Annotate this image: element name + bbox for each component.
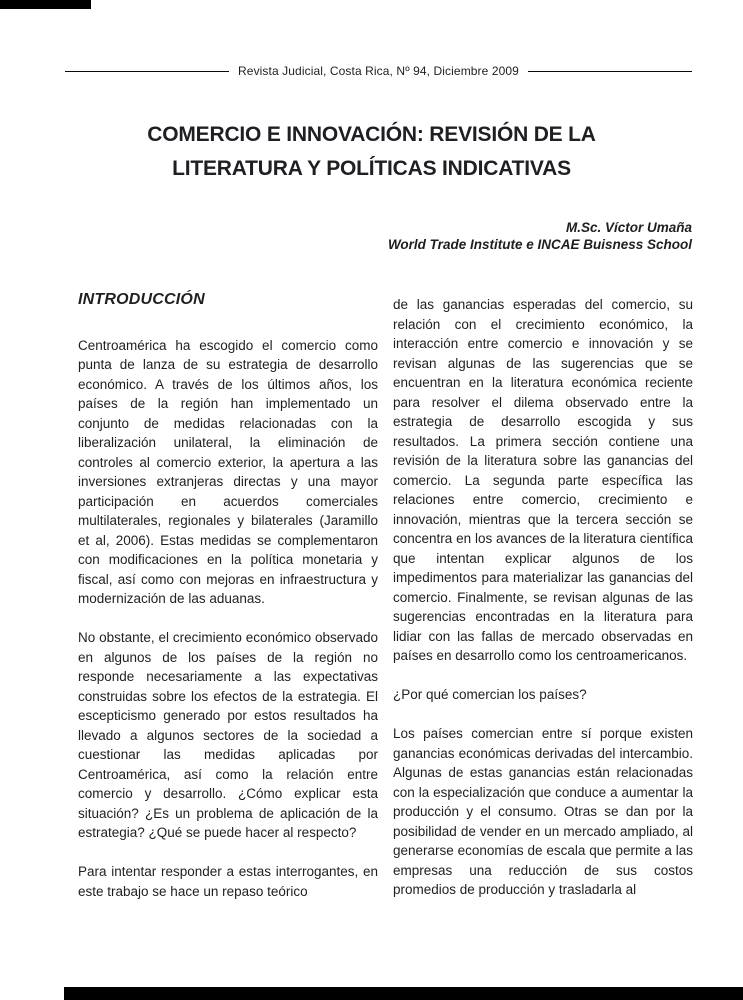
header-rule-right bbox=[528, 71, 692, 72]
right-column bbox=[393, 290, 693, 921]
scan-artifact-bottom-bar bbox=[64, 987, 743, 1000]
subheading-why-do-countries-trade: ¿Por qué comercian los países? bbox=[393, 687, 587, 702]
article-title bbox=[0, 118, 743, 186]
left-column bbox=[78, 290, 378, 921]
article-body bbox=[78, 290, 693, 921]
article-title-line-1: COMERCIO E INNOVACIÓN: REVISIÓN DE LA bbox=[147, 123, 596, 146]
header-rule-left bbox=[65, 71, 229, 72]
paragraph: No obstante, el crecimiento económico observado en algunos de los países de la región no responde necesariamente a las expectativas construidas sobre los efectos de la estrategia. El escepticismo generado por estos resultados ha llevado a algunos sectores de la sociedad a cuestionar las medidas aplicadas por Centroamérica, así como la relación entre comercio y desarrollo. ¿Cómo explicar esta situación? ¿Es un problema de aplicación de la estrategia? ¿Qué se puede hacer al respecto? bbox=[78, 630, 378, 840]
journal-running-head bbox=[65, 64, 692, 78]
byline bbox=[388, 219, 692, 253]
paragraph: de las ganancias esperadas del comercio, su relación con el crecimiento económico, la interacción entre comercio e innovación y se revisan algunas de las sugerencias que se encuentran en la literatura económica reciente para resolver el dilema observado entre la estrategia de desarrollo escogida y sus resultados. La primera sección contiene una revisión de la literatura sobre las ganancias del comercio. La segunda parte específica las relaciones entre comercio, crecimiento e innovación, mientras que la tercera sección se concentra en los avances de la literatura científica que intentan explicar algunos de los impedimentos para materializar las ganancias del comercio. Finalmente, se revisan algunas de las sugerencias encontradas en la literatura para lidiar con las fallas de mercado observadas en países en desarrollo como los centroamericanos. bbox=[393, 297, 693, 663]
author-name: M.Sc. Víctor Umaña bbox=[565, 220, 692, 235]
paragraph: Para intentar responder a estas interrogantes, en este trabajo se hace un repaso teórico bbox=[78, 864, 378, 899]
article-title-line-2: LITERATURA Y POLÍTICAS INDICATIVAS bbox=[172, 157, 571, 180]
journal-name: Revista Judicial, Costa Rica, Nº 94, Diciembre 2009 bbox=[238, 64, 519, 78]
section-heading-introduccion: INTRODUCCIÓN bbox=[78, 291, 205, 308]
paragraph: Centroamérica ha escogido el comercio como punta de lanza de su estrategia de desarrollo económico. A través de los últimos años, los países de la región han implementado un conjunto de medidas relacionadas con la liberalización unilateral, la eliminación de controles al comercio exterior, la apertura a las inversiones extranjeras directas y una mayor participación en acuerdos comerciales multilaterales, regionales y bilaterales (Jaramillo et al, 2006). Estas medidas se complementaron con modificaciones en la política monetaria y fiscal, así como con mejoras en infraestructura y modernización de las aduanas. bbox=[78, 337, 378, 606]
scan-artifact-top-bar bbox=[0, 0, 91, 9]
author-affiliation: World Trade Institute e INCAE Buisness School bbox=[387, 237, 692, 252]
paragraph: Los países comercian entre sí porque existen ganancias económicas derivadas del intercambio. Algunas de estas ganancias están relacionadas con la especialización que conduce a aumentar la producción y el consumo. Otras se dan por la posibilidad de vender en un mercado ampliado, al generarse economías de escala que permite a las empresas una reducción de sus costos promedios de producción y trasladarla al bbox=[393, 726, 693, 897]
